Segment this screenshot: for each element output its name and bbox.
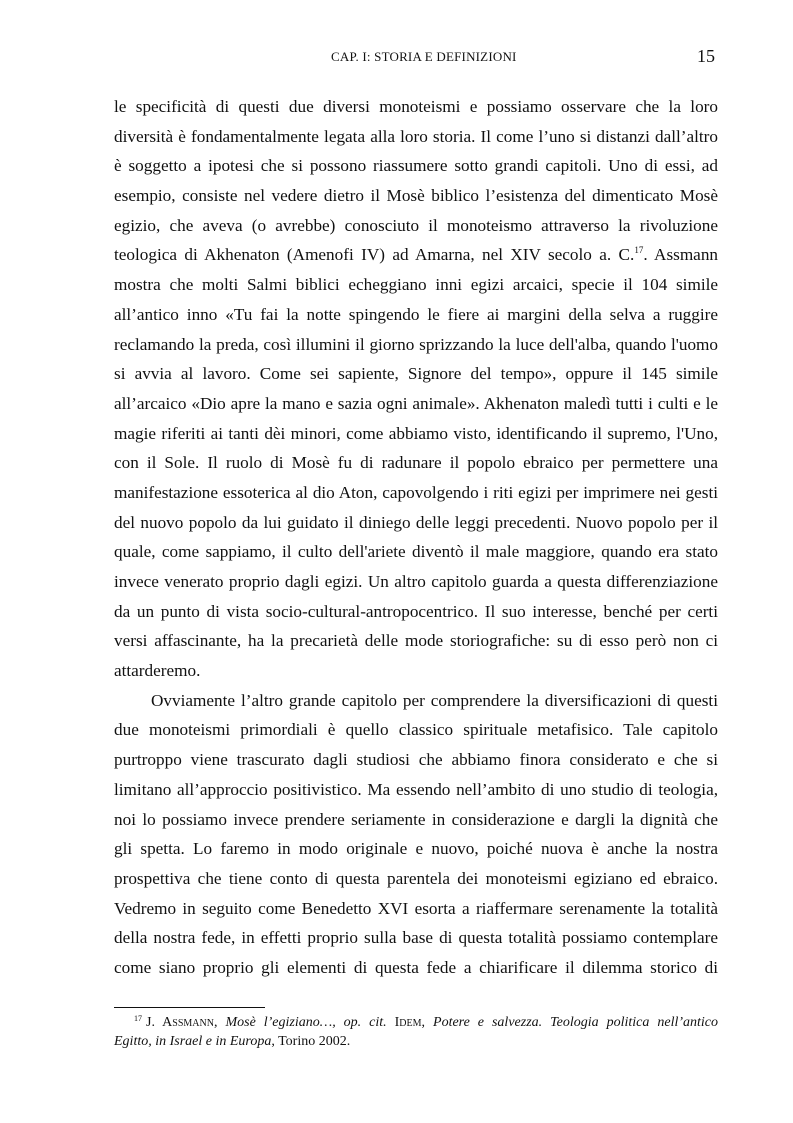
footnote-separator <box>114 1007 265 1008</box>
text-line: purtroppo viene trascurato dagli studiosi che abbiamo finora considerato e che si <box>114 750 718 770</box>
text-span: . Assmann <box>643 245 719 265</box>
text-line: invece venerato proprio dagli egizi. Un altro capitolo guarda a questa differenziazione <box>114 572 718 591</box>
footnote-number: 17 <box>134 1014 142 1023</box>
paragraph-first-line: Ovviamente l’altro grande capitolo per comprendere la diversificazioni di questi <box>151 690 718 710</box>
text-line: è soggetto a ipotesi che si possono riassumere sotto grandi capitoli. Uno di essi, ad <box>114 156 718 176</box>
chapter-title: CAP. I: STORIA E DEFINIZIONI <box>331 49 517 64</box>
footnote-idem: Idem <box>394 1015 422 1030</box>
footnote-work-title-cont: Egitto, in Israel e in Europa <box>114 1034 272 1049</box>
text-line: limitano all’approccio positivistico. Ma essendo nell’ambito di uno studio di teologia, <box>114 779 718 799</box>
footnote-reference: 17 <box>634 245 644 256</box>
text-line: noi lo possiamo invece prendere seriamente in considerazione e dargli la dignità che <box>114 809 718 829</box>
text-line: magie riferiti ai tanti dèi minori, come abbiamo visto, identificando il supremo, l'Uno, <box>114 423 718 443</box>
text-line: reclamando la preda, così illumini il giorno sprizzando la luce dell'alba, quando l'uomo <box>114 334 718 354</box>
text-line: come siano proprio gli elementi di questa fede a chiarificare il dilemma storico di <box>114 957 718 977</box>
text-line: manifestazione essoterica al dio Aton, capovolgendo i riti egizi per imprimere nei gesti <box>114 482 718 502</box>
footnote-author-smallcaps: ssmann <box>172 1015 214 1030</box>
text-line: quale, come sappiamo, il culto dell'ariete diventò il male maggiore, quando era stato <box>114 542 718 562</box>
main-text <box>114 92 718 983</box>
text-line-with-footnote-ref <box>114 240 718 270</box>
text-line: diversità è fondamentalmente legata alla loro storia. Il come l’uno si distanzi dall’altro <box>114 126 718 146</box>
text-line: esempio, consiste nel vedere dietro il Mosè biblico l’esistenza del dimenticato Mosè <box>114 186 718 206</box>
text-line: con il Sole. Il ruolo di Mosè fu di radunare il popolo ebraico per permettere una <box>114 453 718 473</box>
footnote-tail: , Torino 2002. <box>271 1034 351 1049</box>
text-line: della nostra fede, in effetti proprio sulla base di questa totalità possiamo contemplare <box>114 928 718 948</box>
text-line: all’arcaico «Dio apre la mano e sazia ogni animale». Akhenaton maledì tutti i culti e le <box>114 393 718 413</box>
text-line: all’antico inno «Tu fai la notte spingendo le fiere ai margini della selva a ruggire <box>114 304 718 324</box>
text-line: mostra che molti Salmi biblici echeggiano inni egizi arcaici, specie il 104 simile <box>114 275 718 295</box>
text-line-last: attarderemo. <box>114 661 201 681</box>
text-line: prospettiva che tiene conto di questa parentela dei monoteismi egiziano ed ebraico. <box>114 868 718 888</box>
text-line: le specificità di questi due diversi monoteismi e possiamo osservare che la loro <box>114 97 718 116</box>
text-line: da un punto di vista socio-cultural-antropocentrico. Il suo interesse, benché per certi <box>114 601 718 621</box>
text-line: si avvia al lavoro. Come sei sapiente, Signore del tempo», oppure il 145 simile <box>114 364 718 384</box>
footnote-author: J. A <box>146 1015 173 1030</box>
text-span: teologica di Akhenaton (Amenofi IV) ad Amarna, nel XIV secolo a. C. <box>114 245 635 265</box>
footnote-line: $^{17}$ J. Assmann, Mosè l’egiziano…, op. cit. Idem, Potere e salvezza. Teologia politica nell’antico <box>134 1014 719 1030</box>
text-line: del nuovo popolo da lui guidato il diniego delle leggi precedenti. Nuovo popolo per il <box>114 512 718 532</box>
footnote-work-title: Potere e salvezza. Teologia politica nell’antico <box>433 1015 719 1030</box>
footnote-work-title: Mosè l’egiziano…, op. cit. <box>225 1015 387 1030</box>
running-header <box>0 46 793 71</box>
text-line: versi affascinante, ha la precarietà delle mode storiografiche: su di esso però non ci <box>114 631 718 651</box>
footnote-line <box>114 1032 718 1051</box>
text-line: due monoteismi primordiali è quello classico spirituale metafisico. Tale capitolo <box>114 720 718 740</box>
text-line: gli spetta. Lo faremo in modo originale e nuovo, poiché nuova è anche la nostra <box>114 839 718 859</box>
footnotes <box>114 1013 718 1051</box>
text-line: Vedremo in seguito come Benedetto XVI esorta a riaffermare serenamente la totalità <box>114 898 718 918</box>
text-line: egizio, che aveva (o avrebbe) conosciuto il monoteismo attraverso la rivoluzione <box>114 215 718 235</box>
page-number: 15 <box>697 46 715 66</box>
